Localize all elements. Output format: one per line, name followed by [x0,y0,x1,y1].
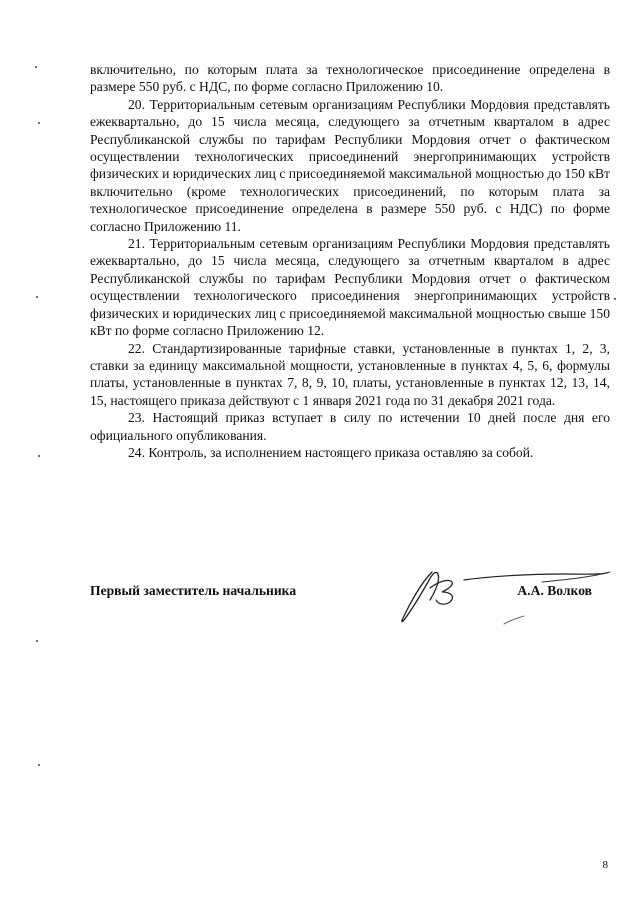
signatory-title: Первый заместитель начальника [90,583,297,598]
scan-speck [38,764,40,766]
scan-speck [38,455,40,457]
paragraph-23: 23. Настоящий приказ вступает в силу по истечении 10 дней после дня его официального опубликования. [90,410,610,443]
page-number: 8 [602,859,608,871]
paragraph-22: 22. Стандартизированные тарифные ставки, установленные в пунктах 1, 2, 3, ставки за единицу максимальной мощности, установленные в пунктах 4, 5, 6, формулы платы, установленные в пунктах 7, 8, 9, 10, платы, установленные в пунктах 12, 13, 14, 15, настоящего приказа действуют с 1 января 2021 года по 31 декабря 2021 года. [90,340,610,408]
paragraph-24: 24. Контроль, за исполнением настоящего приказа оставляю за собой. [128,444,534,460]
scan-speck [35,66,37,68]
paragraph-continuation: включительно, по которым плата за технологическое присоединение определена в размере 550 руб. с НДС, по форме согласно Приложению 10. [90,62,610,95]
document-body [90,61,610,461]
scan-speck [38,122,40,124]
paragraph-20: 20. Территориальным сетевым организациям Республики Мордовия представлять ежеквартально, до 15 числа месяца, следующего за отчетным кварталом в адрес Республиканской службы по тарифам Республики Мордовия отчет о фактическом осуществлении технологических присоединений энергопринимающих устройств физических и юридических лиц с присоединяемой максимальной мощностью до 150 кВт включительно (кроме технологических присоединений, по которым плата за технологическое присоединение определена в размере 550 руб. с НДС) по форме согласно Приложению 11. [90,96,610,234]
scan-speck [614,298,616,300]
scan-speck [36,640,38,642]
signatory-name: А.А. Волков [517,583,592,598]
paragraph-21: 21. Территориальным сетевым организациям Республики Мордовия представлять ежеквартально, до 15 числа месяца, следующего за отчетным кварталом в адрес Республиканской службы по тарифам Республики Мордовия отчет о фактическом осуществлении технологического присоединения энергопринимающих устройств физических и юридических лиц с присоединяемой максимальной мощностью свыше 150 кВт по форме согласно Приложению 12. [90,236,610,339]
scan-speck [36,296,38,298]
handwritten-signature [392,560,622,630]
